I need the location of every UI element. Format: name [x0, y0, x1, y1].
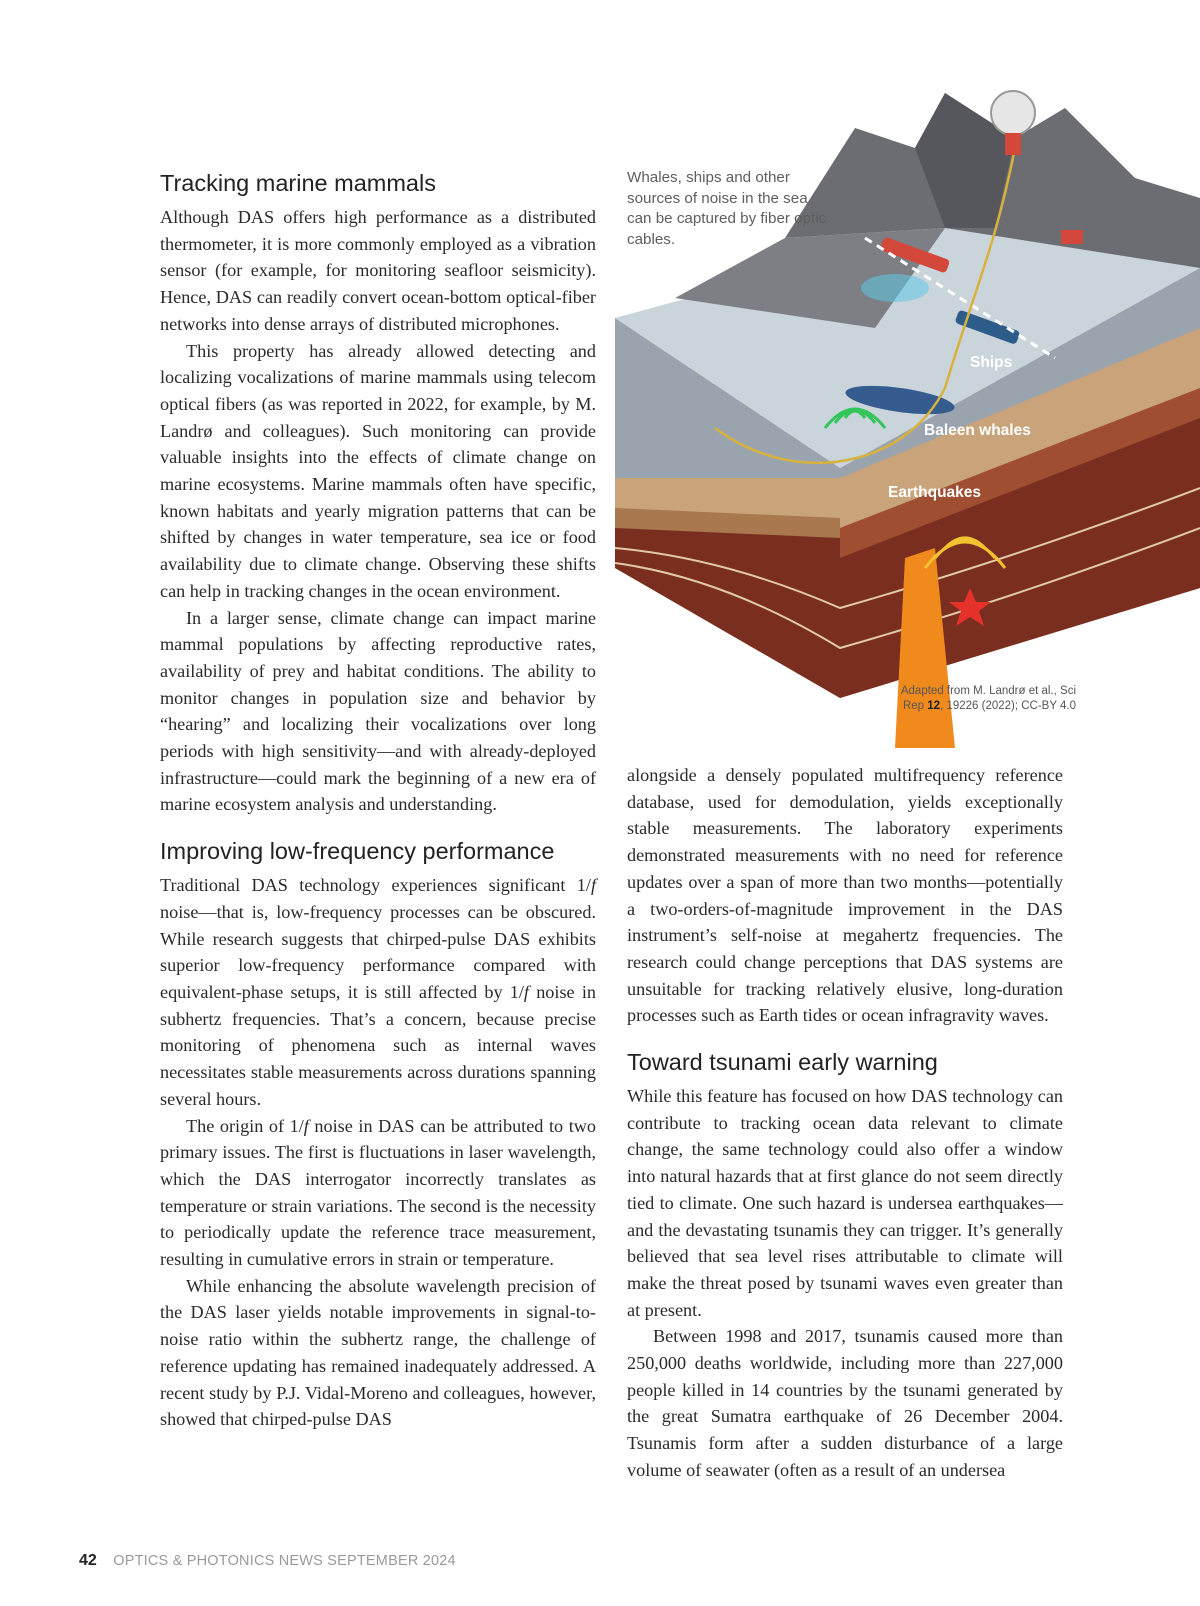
- heading-toward-tsunami-early-warning: Toward tsunami early warning: [627, 1049, 938, 1076]
- magazine-name: OPTICS & PHOTONICS NEWS SEPTEMBER 2024: [113, 1553, 456, 1569]
- section-gap: [627, 1029, 1063, 1047]
- paragraph: While this feature has focused on how DAS technology can contribute to tracking ocean data relevant to climate change, the same technology could also offer a window into natural hazards that at first glance do not seem directly tied to climate. One such hazard is undersea earthquakes—and the devastating tsunamis they can trigger. It’s generally believed that sea level rises attributable to climate will make the threat posed by tsunami waves even greater than at present.: [627, 1086, 1063, 1320]
- deep-rock-front: [615, 528, 840, 698]
- text-run: The origin of 1/: [186, 1115, 304, 1136]
- italic-f: f: [590, 875, 596, 896]
- paragraph: Although DAS offers high performance as a distributed thermometer, it is more commonly employed as a vibration sensor (for example, for monitoring seafloor seismicity). Hence, DAS can readily convert ocean-bottom optical-fiber networks into dense arrays of distributed microphones.: [160, 207, 596, 334]
- label-ships: Ships: [970, 354, 1013, 371]
- credit-text: Adapted from M. Landrø et al., Sci Rep: [900, 685, 1076, 712]
- sonar-ping: [861, 274, 929, 302]
- page-footer: [79, 1552, 456, 1570]
- paragraph: alongside a densely populated multifrequency reference database, used for demodulation, yields exceptionally stable measurements. The laboratory experiments demonstrated measurements with no need for reference updates over a span of more than two months—potentially a two-orders-of-magnitude improvement in the DAS instrument’s self-noise at megahertz frequencies. The research could change perceptions that DAS systems are unsuitable for tracking relatively elusive, long-duration processes such as Earth tides or ocean infragravity waves.: [627, 765, 1063, 1026]
- italic-f: f: [523, 981, 529, 1002]
- text-run: noise in DAS can be attributed to two primary issues. The first is fluctuations in laser wavelength, which the DAS interrogator incorrectly translates as temperature or strain variations. The second is the necessity to periodically update the reference trace measurement, resulting in cumulative errors in strain or temperature.: [160, 1115, 596, 1270]
- page-number: 42: [79, 1552, 97, 1569]
- text-run: noise in subhertz frequencies. That’s a concern, because precise monitoring of phenomena such as internal waves necessitates stable measurements across durations spanning several hours.: [160, 981, 596, 1109]
- satellite-dish: [991, 91, 1035, 135]
- paragraph: This property has already allowed detecting and localizing vocalizations of marine mammals using telecom optical fibers (as was reported in 2022, for example, by M. Landrø and colleagues). Such monitoring can provide valuable insights into the effects of climate change on marine ecosystems. Marine mammals often have specific, known habitats and yearly migration patterns that can be shifted by changes in water temperature, sea ice or food availability due to climate change. Observing these shifts can help in tracking changes in the ocean environment.: [160, 340, 596, 601]
- credit-volume: 12: [927, 699, 941, 712]
- section-gap: [160, 818, 596, 836]
- label-earthquakes: Earthquakes: [888, 484, 982, 501]
- right-column: [627, 762, 1063, 1484]
- text-run: Traditional DAS technology experiences significant 1/: [160, 875, 591, 896]
- dish-base: [1005, 133, 1021, 155]
- figure-caption: Whales, ships and other sources of noise in the sea can be captured by fiber optic cables.: [627, 169, 827, 248]
- label-baleen-whales: Baleen whales: [924, 422, 1031, 439]
- paragraph: Between 1998 and 2017, tsunamis caused more than 250,000 deaths worldwide, including more than 227,000 people killed in 14 countries by the tsunami generated by the great Sumatra earthquake of 26 December 2004. Tsunamis form after a sudden disturbance of a large volume of seawater (often as a result of an undersea: [627, 1326, 1063, 1480]
- paragraph: [160, 872, 596, 1112]
- paragraph: [160, 1113, 596, 1273]
- paragraph: While enhancing the absolute wavelength precision of the DAS laser yields notable improvements in signal-to-noise ratio within the subhertz range, the challenge of reference updating has remained inadequately addressed. A recent study by P.J. Vidal-Moreno and colleagues, however, showed that chirped-pulse DAS: [160, 1275, 596, 1430]
- left-column: [160, 168, 596, 1433]
- heading-tracking-marine-mammals: Tracking marine mammals: [160, 170, 436, 196]
- italic-f: f: [303, 1115, 309, 1136]
- credit-text: , 19226 (2022); CC-BY 4.0: [940, 699, 1076, 712]
- heading-improving-low-frequency: Improving low-frequency performance: [160, 838, 555, 865]
- figure-credit: [900, 684, 1076, 713]
- text-run: noise—that is, low-frequency processes can be obscured. While research suggests that chirped-pulse DAS exhibits superior low-frequency performance compared with equivalent-phase setups, it is still affected by 1/: [160, 901, 596, 1002]
- cable-station: [1061, 230, 1083, 244]
- paragraph: In a larger sense, climate change can impact marine mammal populations by affecting reproductive rates, availability of prey and habitat conditions. The ability to monitor changes in population size and behavior by “hearing” and localizing their vocalizations over long periods with high sensitivity—and with already-deployed infrastructure—could mark the beginning of a new era of marine ecosystem analysis and understanding.: [160, 607, 596, 815]
